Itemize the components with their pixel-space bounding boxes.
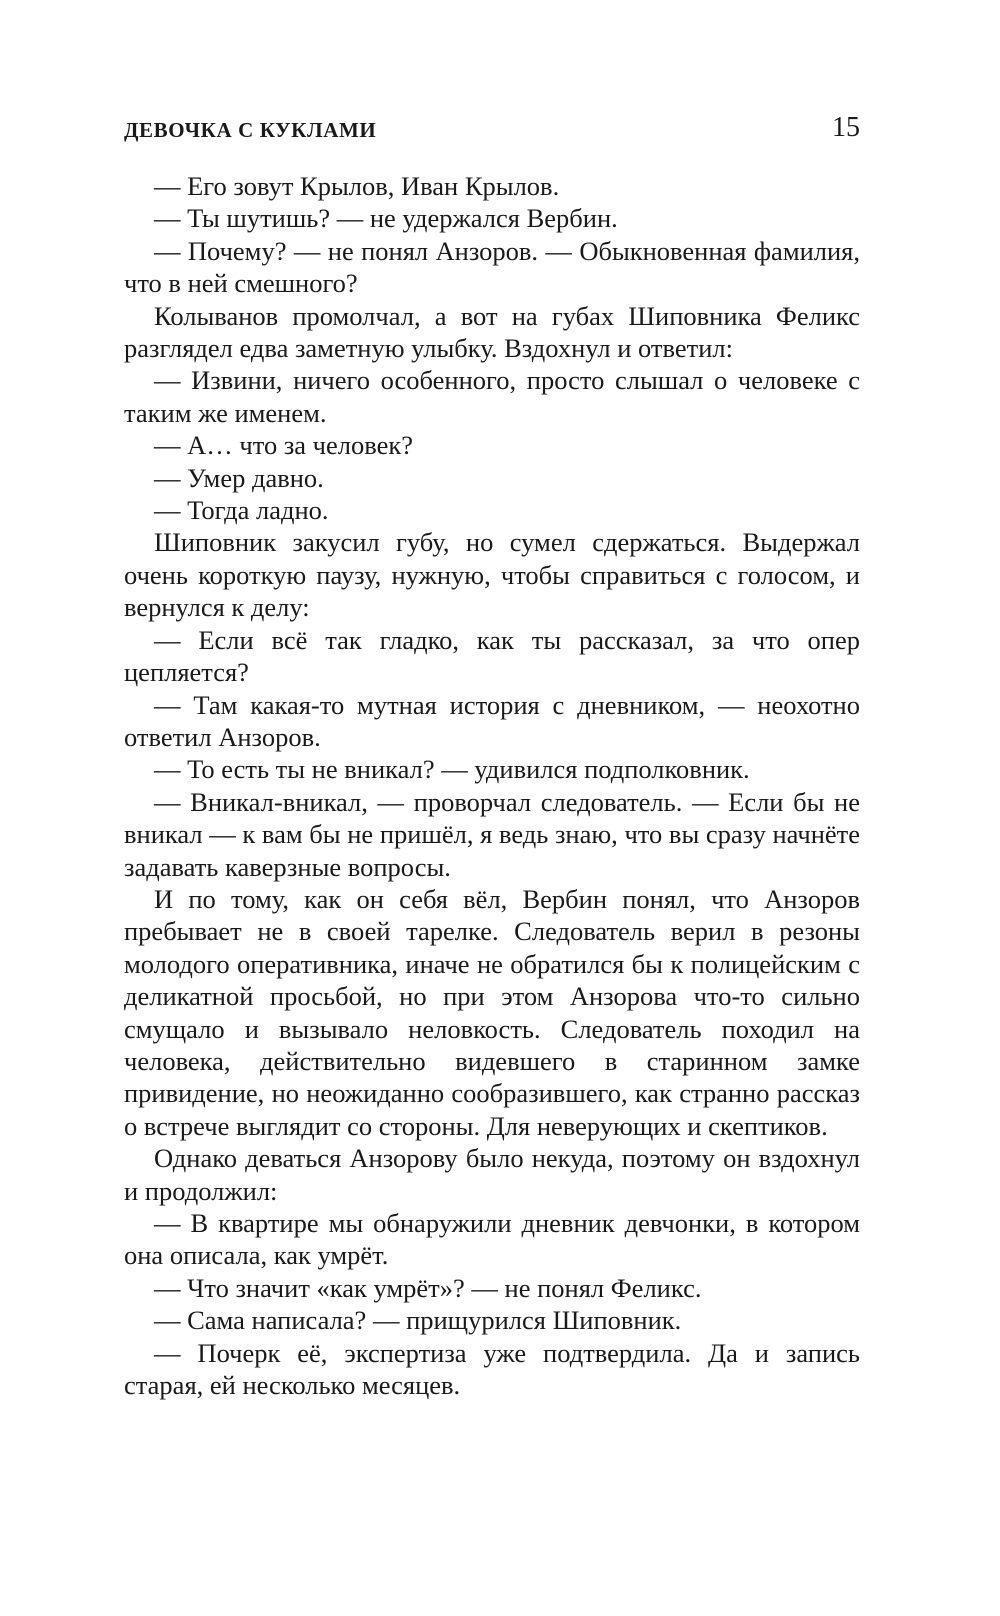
paragraph: — Тогда ладно. [154, 495, 329, 526]
paragraph: Шиповник закусил губу, но сумел сдержаться. Выдержал очень короткую паузу, нужную, чтобы справиться с голосом, и вернулся к делу: [124, 527, 860, 623]
paragraph: — Что значит «как умрёт»? — не понял Феликс. [154, 1272, 702, 1303]
paragraph: Колыванов промолчал, а вот на губах Шиповника Феликс разглядел едва заметную улыбку. Вздохнул и ответил: [124, 300, 860, 364]
paragraph: — Умер давно. [154, 462, 324, 493]
text-body [124, 170, 860, 1401]
paragraph: — Его зовут Крылов, Иван Крылов. [154, 171, 560, 201]
paragraph: — Сама написала? — прищурился Шиповник. [154, 1305, 682, 1336]
paragraph: — Если всё так гладко, как ты рассказал, за что опер цепляется? [124, 624, 860, 688]
paragraph: — В квартире мы обнаружили дневник девчонки, в котором она описала, как умрёт. [124, 1208, 860, 1271]
running-title: ДЕВОЧКА С КУКЛАМИ [124, 118, 377, 142]
paragraph: — Извини, ничего особенного, просто слышал о человеке с таким же именем. [124, 365, 860, 428]
paragraph: — Почерк её, экспертиза уже подтвердила. Да и запись старая, ей несколько месяцев. [124, 1337, 860, 1401]
page-number: 15 [832, 112, 860, 143]
paragraph: — Вникал-вникал, — проворчал следователь. — Если бы не вникал — к вам бы не пришёл, я ведь знаю, что вы сразу начнёте задавать каверзные вопросы. [124, 786, 860, 882]
paragraph: — А… что за человек? [154, 430, 413, 461]
paragraph: Однако деваться Анзорову было некуда, поэтому он вздохнул и продолжил: [124, 1143, 860, 1206]
running-head [124, 112, 860, 152]
paragraph: — Почему? — не понял Анзоров. — Обыкновенная фамилия, что в ней смешного? [124, 235, 860, 299]
paragraph: — Там какая-то мутная история с дневником, — неохотно ответил Анзоров. [124, 689, 860, 752]
paragraph: И по тому, как он себя вёл, Вербин понял, что Анзоров пребывает не в своей тарелке. Следователь верил в резоны молодого оперативника, иначе не обратился бы к полицейским с деликатной просьбой, но при этом Анзорова что-то сильно смущало и вызывало неловкость. Следователь походил на человека, действительно видевшего в старинном замке привидение, но неожиданно сообразившего, как странно рассказ о встрече выглядит со стороны. Для неверующих и скептиков. [124, 883, 860, 1141]
paragraph: — Ты шутишь? — не удержался Вербин. [154, 203, 618, 234]
paragraph: — То есть ты не вникал? — удивился подполковник. [154, 754, 750, 785]
